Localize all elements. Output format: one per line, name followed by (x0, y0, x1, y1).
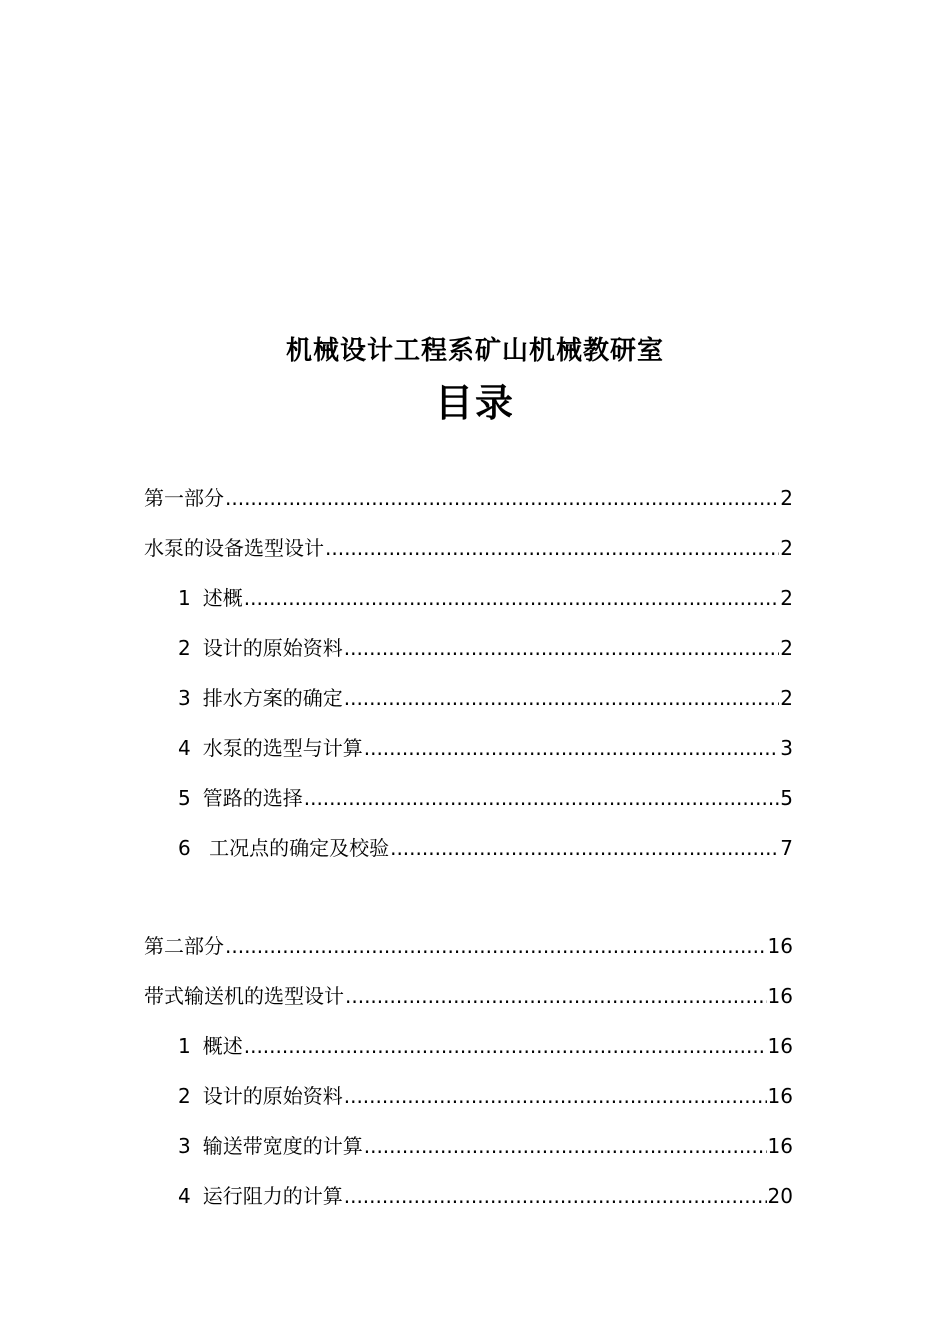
toc-entry-part1-title[interactable] (144, 531, 793, 581)
toc-entry[interactable] (144, 831, 793, 881)
toc-entry-label: 述概 (202, 586, 243, 610)
toc-entry-label: 输送带宽度的计算 (202, 1134, 363, 1158)
toc-entry[interactable] (144, 631, 793, 681)
toc-entry[interactable] (144, 1179, 793, 1229)
dot-leader (390, 831, 779, 865)
toc-entry-number: 2 (178, 1084, 191, 1108)
table-of-contents (144, 481, 793, 1229)
toc-entry[interactable] (144, 1029, 793, 1079)
toc-entry-number: 4 (178, 736, 191, 760)
toc-entry-page: 5 (780, 786, 793, 810)
toc-entry-page: 2 (780, 636, 793, 660)
section-spacer (144, 881, 793, 929)
toc-entry-label: 排水方案的确定 (202, 686, 343, 710)
toc-entry-number: 1 (178, 1034, 191, 1058)
toc-entry-number: 1 (178, 586, 191, 610)
toc-entry-number: 4 (178, 1184, 191, 1208)
department-heading: 机械设计工程系矿山机械教研室 (285, 336, 664, 366)
dot-leader (344, 681, 780, 715)
toc-entry[interactable] (144, 731, 793, 781)
toc-entry-label: 第二部分 (144, 934, 224, 958)
dot-leader (225, 929, 767, 963)
toc-entry[interactable] (144, 581, 793, 631)
toc-entry-page: 16 (767, 984, 793, 1008)
toc-entry-page: 3 (780, 736, 793, 760)
dot-leader (325, 531, 779, 565)
dot-leader (344, 1079, 767, 1113)
toc-entry[interactable] (144, 681, 793, 731)
toc-entry-label: 设计的原始资料 (202, 636, 343, 660)
dot-leader (344, 1179, 767, 1213)
toc-entry-page: 16 (767, 1084, 793, 1108)
toc-entry-label: 概述 (202, 1034, 243, 1058)
toc-entry[interactable] (144, 1129, 793, 1179)
toc-entry-label: 运行阻力的计算 (202, 1184, 343, 1208)
toc-entry-number: 3 (178, 1134, 191, 1158)
toc-entry-page: 2 (780, 586, 793, 610)
toc-entry-label: 水泵的设备选型设计 (144, 536, 324, 560)
toc-entry-page: 16 (767, 1134, 793, 1158)
toc-entry-number: 6 (178, 836, 191, 860)
toc-entry-page: 2 (780, 486, 793, 510)
toc-entry[interactable] (144, 1079, 793, 1129)
toc-entry-part2-heading[interactable] (144, 929, 793, 979)
toc-entry-label: 管路的选择 (202, 786, 303, 810)
toc-entry-label: 第一部分 (144, 486, 224, 510)
toc-entry-label: 水泵的选型与计算 (202, 736, 363, 760)
toc-entry-part2-title[interactable] (144, 979, 793, 1029)
toc-entry-page: 20 (767, 1184, 793, 1208)
dot-leader (244, 1029, 767, 1063)
toc-title: 目录 (434, 381, 515, 425)
dot-leader (364, 731, 780, 765)
toc-entry[interactable] (144, 781, 793, 831)
toc-entry-label: 工况点的确定及校验 (202, 836, 390, 860)
dot-leader (344, 631, 780, 665)
dot-leader (364, 1129, 767, 1163)
toc-entry-number: 3 (178, 686, 191, 710)
toc-entry-page: 16 (767, 934, 793, 958)
toc-entry-number: 2 (178, 636, 191, 660)
toc-entry-page: 7 (780, 836, 793, 860)
dot-leader (244, 581, 780, 615)
toc-entry-page: 16 (767, 1034, 793, 1058)
toc-entry-label: 设计的原始资料 (202, 1084, 343, 1108)
toc-entry-page: 2 (780, 536, 793, 560)
dot-leader (304, 781, 780, 815)
toc-entry-part1-heading[interactable] (144, 481, 793, 531)
toc-entry-label: 带式输送机的选型设计 (144, 984, 344, 1008)
dot-leader (345, 979, 767, 1013)
dot-leader (225, 481, 779, 515)
toc-entry-page: 2 (780, 686, 793, 710)
toc-entry-number: 5 (178, 786, 191, 810)
